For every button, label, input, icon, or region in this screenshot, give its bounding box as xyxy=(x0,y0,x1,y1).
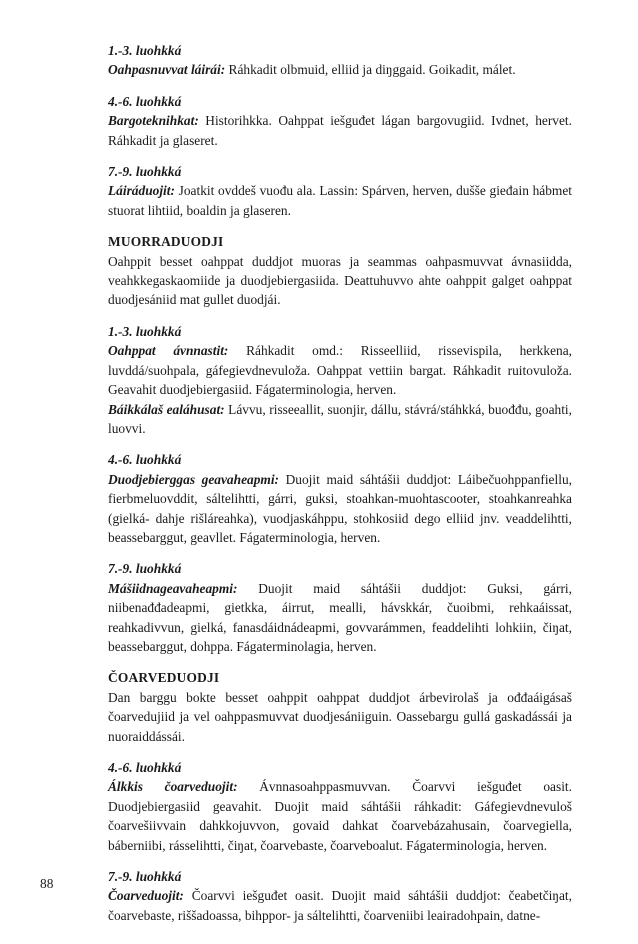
term-text: Duojit maid sáhtášii duddjot: Guksi, gárri, niibenađđadeapmi, gietkka, áirrut, mealli, hávskkár, čuoibmi, rehkaáissat, reahkadivvun, gielká, fanasdáidnádeapmi, govvarámmen, feaddelihti lohkiin, čiŋat, beassebarggut, dohppa. Fágaterminolagia, herven. xyxy=(108,580,572,654)
term-text: Lávvu, risseeallit, suonjir, dállu, stávrá/stáhkká, buođđu, goahti, luovvi. xyxy=(108,401,572,436)
term-text: Duojit maid sáhtášii duddjot: Láibečuohppanfiellu, fierbmeluovddit, sáltelihtti, gárri, guksi, stoahkan-muohtascooter, stoahkanreahka (gielká- dahje rišláreahka), vuodjaskáhppu, stohkosiid dego elliid jnv. veaddelihtti, beassebarggut, geavllet. Fágaterminologia, herven. xyxy=(108,471,572,545)
grade-block xyxy=(108,92,572,150)
term-label: Láiráduojit: xyxy=(108,183,175,199)
intro-paragraph: Oahppit besset oahppat duddjot muoras ja seammas oahpasmuvvat ávnasiidda, veahkkegaskaomiide ja duodjebiergasiida. Deattuhuvvo ahte oahppit galget oahppat duodjesániid mat gullet duodjái. xyxy=(108,253,572,308)
paragraph xyxy=(108,60,572,79)
paragraph xyxy=(108,111,572,150)
grade-heading: 4.-6. luohkká xyxy=(108,760,182,775)
term-label: Duodjebierggas geavaheapmi: xyxy=(108,471,279,487)
grade-block xyxy=(108,322,572,438)
section-heading: ČOARVEDUODJI xyxy=(108,670,220,686)
term-text: Ráhkadit omd.: Risseelliid, rissevispila, herkkena, luvddá/suohpala, gáfegievdnevuloža. Oahppat vettiin bargat. Ráhkadit ruitovuloža. Geavahit duodjebiergasiid. Fágaterminologia, herven. xyxy=(108,343,572,398)
term-label: Álkkis čoarveduojit: xyxy=(108,779,238,795)
grade-block xyxy=(108,758,572,855)
grade-block xyxy=(108,450,572,547)
section-heading: MUORRADUODJI xyxy=(108,234,224,250)
grade-block xyxy=(108,162,572,220)
paragraph xyxy=(108,341,572,399)
document-body xyxy=(108,41,572,935)
section-muorraduodji xyxy=(108,232,572,656)
term-text: Čoarvvi iešguđet oasit. Duojit maid sáhtášii duddjot: čeabetčiŋat, čoarvebaste, riššadoassa, bihppor- ja sáltelihtti, čoarveniibi leairadohpain, datne- xyxy=(108,888,572,923)
paragraph xyxy=(108,470,572,548)
term-text: Joatkit ovddeš vuođu ala. Lassin: Spárven, herven, dušše gieđain hábmet stuorat lihtiid, boaldin ja glaseren. xyxy=(108,183,572,218)
grade-heading: 7.-9. luohkká xyxy=(108,561,182,577)
grade-block xyxy=(108,41,572,80)
term-label: Bargoteknihkat: xyxy=(108,113,199,129)
term-text: Ávnnasoahppasmuvvan. Čoarvvi iešguđet oasit. Duodjebiergasiid geavahit. Duojit maid sáhtášii ráhkadit: Gáfegievdnevuloš čoarvešiivvain dahkkojuvvon, govaid dahkat čoarvebázahusain, čoarvegiella, báberniibi, rásselihtti, čiŋat, čoarvebaste, čoarveboalut. Fágaterminologia, herven. xyxy=(108,779,572,853)
page-number: 88 xyxy=(40,876,54,891)
grade-block xyxy=(108,559,572,656)
term-label: Oahppat ávnnastit: xyxy=(108,343,229,359)
grade-heading: 1.-3. luohkká xyxy=(108,323,182,339)
term-label: Čoarveduojit: xyxy=(108,888,184,904)
grade-block xyxy=(108,867,572,925)
paragraph xyxy=(108,400,572,439)
section-laira xyxy=(108,41,572,220)
term-label: Báikkálaš ealáhusat: xyxy=(108,401,225,417)
grade-heading: 4.-6. luohkká xyxy=(108,452,182,468)
term-label: Oahpasnuvvat láirái: xyxy=(108,62,226,78)
term-text: Historihkka. Oahppat iešguđet lágan bargovugiid. Ivdnet, hervet. Ráhkadit ja glaseret. xyxy=(108,113,572,148)
grade-heading: 7.-9. luohkká xyxy=(108,869,182,885)
paragraph xyxy=(108,579,572,657)
intro-paragraph: Dan barggu bokte besset oahppit oahppat duddjot árbevirolaš ja ođđaáigásaš čoarvedujiid ja vel oahppasmuvvat duodjesániiguin. Oassebargu gullá gaskadássái ja nuoraiddássái. xyxy=(108,689,572,744)
section-intro xyxy=(108,668,572,746)
grade-heading: 7.-9. luohkká xyxy=(108,164,182,180)
grade-heading: 4.-6. luohkká xyxy=(108,93,182,109)
section-coarveduodji xyxy=(108,668,572,925)
paragraph xyxy=(108,181,572,220)
term-label: Mášiidnageavaheapmi: xyxy=(108,580,238,596)
paragraph xyxy=(108,777,572,855)
section-intro xyxy=(108,232,572,310)
paragraph xyxy=(108,886,572,925)
term-text: Ráhkadit olbmuid, elliid ja diŋggaid. Goikadit, málet. xyxy=(225,62,516,78)
grade-heading: 1.-3. luohkká xyxy=(108,43,182,58)
